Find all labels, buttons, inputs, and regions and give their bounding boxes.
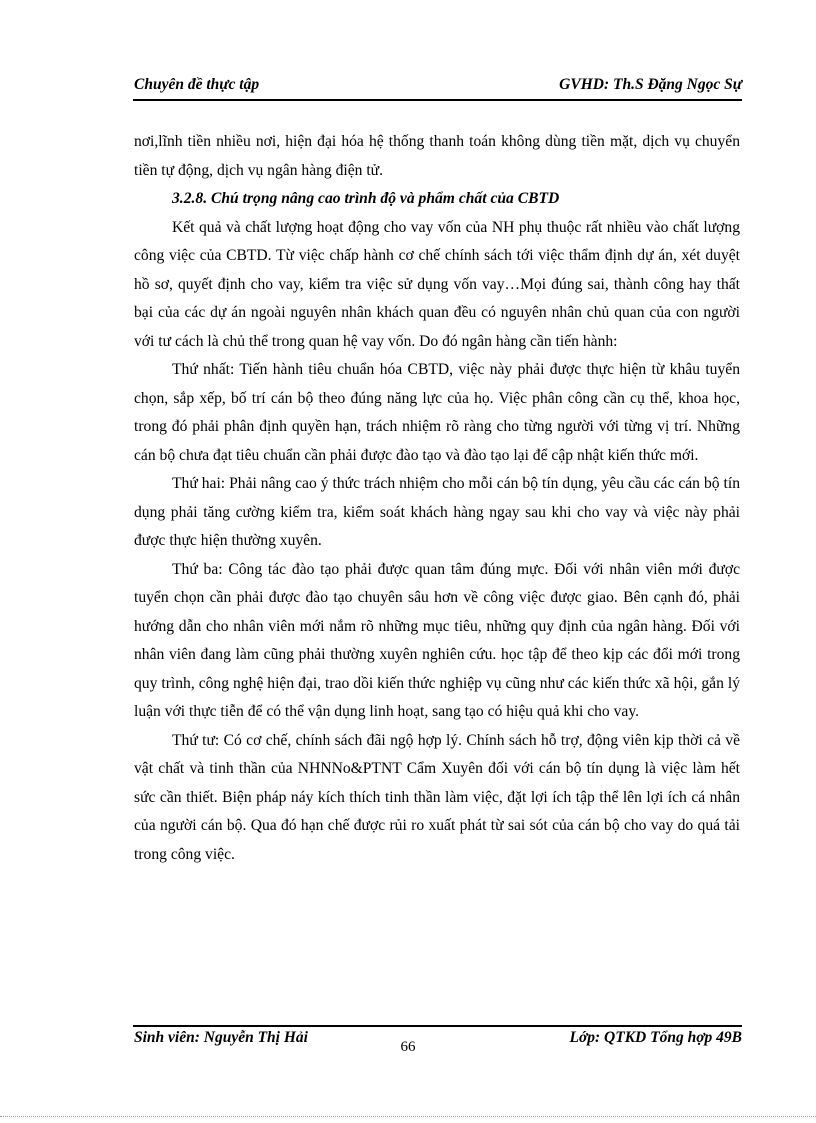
footer-student: Sinh viên: Nguyễn Thị Hải (134, 1029, 308, 1046)
header-rule (133, 99, 742, 101)
footer-rule (133, 1025, 742, 1027)
header-supervisor: GVHD: Th.S Đặng Ngọc Sự (559, 76, 742, 93)
paragraph-intro: Kết quả và chất lượng hoạt động cho vay vốn của NH phụ thuộc rất nhiều vào chất lượng công việc của CBTD. Từ việc chấp hành cơ chế chính sách tới việc thẩm định dự án, xét duyệt hồ sơ, quyết định cho vay, kiểm tra việc sử dụng vốn vay…Mọi đúng sai, thành công hay thất bại của các dự án ngoài nguyên nhân khách quan đều có nguyên nhân chủ quan của con người với tư cách là chủ thể trong quan hệ vay vốn. Do đó ngân hàng cần tiến hành: (134, 218, 740, 350)
section-heading: 3.2.8. Chú trọng nâng cao trình độ và phẩm chất của CBTD (172, 190, 560, 207)
paragraph-fourth: Thứ tư: Có cơ chế, chính sách đãi ngộ hợp lý. Chính sách hỗ trợ, động viên kịp thời cả về vật chất và tinh thần của NHNNo&PTNT Cẩm Xuyên đối với cán bộ tín dụng là việc làm hết sức cần thiết. Biện pháp náy kích thích tinh thần làm việc, đặt lợi ích tập thể lên lợi ích cá nhân của người cán bộ. Qua đó hạn chế được rủi ro xuất phát từ sai sót của cán bộ cho vay do quá tải trong công việc. (134, 731, 740, 863)
page-number: 66 (400, 1039, 416, 1055)
page-bottom-dotted-line (0, 1116, 816, 1117)
header-title: Chuyên đề thực tập (134, 76, 260, 93)
paragraph-third: Thứ ba: Công tác đào tạo phải được quan tâm đúng mực. Đối với nhân viên mới được tuyển chọn cần phải được đào tạo chuyên sâu hơn về công việc được giao. Bên cạnh đó, phải hướng dẫn cho nhân viên mới nắm rõ những mục tiêu, những quy định của ngân hàng. Đối với nhân viên đang làm cũng phải thường xuyên nghiên cứu. học tập để theo kịp các đổi mới trong quy trình, công nghệ hiện đại, trao dồi kiến thức nghiệp vụ cũng như các kiến thức xã hội, gắn lý luận với thực tiễn để có thể vận dụng linh hoạt, sang tạo có hiệu quả khi cho vay. (134, 560, 740, 720)
paragraph-first: Thứ nhất: Tiến hành tiêu chuẩn hóa CBTD, việc này phải được thực hiện từ khâu tuyển chọn, sắp xếp, bố trí cán bộ theo đúng năng lực của họ. Việc phân công cần cụ thể, khoa học, trong đó phải phân định quyền hạn, trách nhiệm rõ ràng cho từng người với từng vị trí. Những cán bộ chưa đạt tiêu chuẩn cần phải được đào tạo và đào tạo lại để cập nhật kiến thức mới. (134, 361, 740, 464)
page-body (134, 128, 740, 869)
footer-class: Lớp: QTKD Tổng hợp 49B (569, 1029, 742, 1046)
paragraph-continued: nơi,lĩnh tiền nhiều nơi, hiện đại hóa hệ thống thanh toán không dùng tiền mặt, dịch vụ chuyển tiền tự động, dịch vụ ngân hàng điện tử. (134, 133, 740, 179)
paragraph-second: Thứ hai: Phải nâng cao ý thức trách nhiệm cho mỗi cán bộ tín dụng, yêu cầu các cán bộ tín dụng phải tăng cường kiểm tra, kiểm soát khách hàng ngay sau khi cho vay và việc này phải được thực hiện thường xuyên. (134, 475, 740, 549)
page-header (134, 76, 742, 98)
